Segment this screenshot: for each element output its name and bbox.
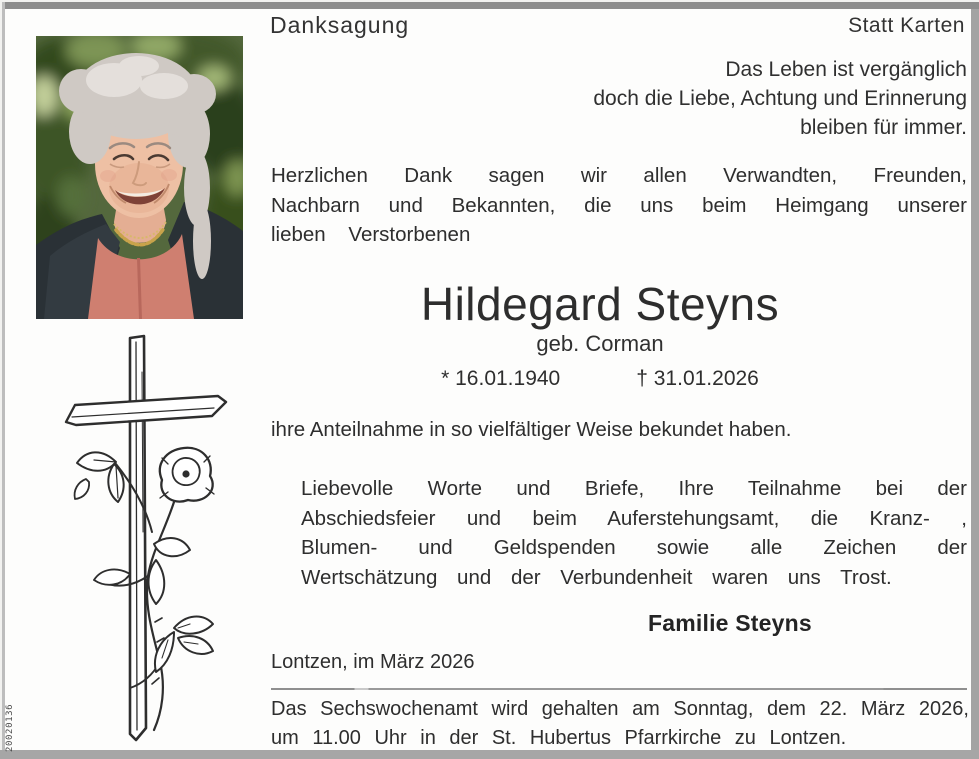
portrait-photo: [36, 36, 243, 319]
scan-border-right: [971, 9, 979, 751]
portrait-photo-art: [36, 36, 243, 319]
cross-with-roses-icon: [56, 332, 234, 747]
deceased-name: Hildegard Steyns: [420, 278, 780, 330]
continuation-line: ihre Anteilnahme in so vielfältiger Weise bekundet haben.: [271, 418, 792, 441]
death-date: † 31.01.2026: [636, 367, 759, 390]
life-dates: [240, 367, 960, 391]
cross-with-roses-art: [56, 332, 234, 747]
place-dateline: Lontzen, im März 2026: [271, 651, 475, 673]
epigraph-verse: [470, 55, 967, 142]
epigraph-line: Das Leben ist vergänglich: [725, 58, 967, 81]
scan-border-top: [4, 2, 979, 9]
intro-paragraph: Herzlichen Dank sagen wir allen Verwandten, Freunden, Nachbarn und Bekannten, die uns beim Heimgang unserer lieben Verstorbenen: [271, 164, 967, 246]
family-signature: Familie Steyns: [648, 610, 812, 636]
epigraph-line: doch die Liebe, Achtung und Erinnerung: [593, 87, 967, 110]
notice-type-heading: Danksagung: [270, 12, 410, 38]
epigraph-line: bleiben für immer.: [800, 116, 967, 139]
statt-karten-note: Statt Karten: [848, 14, 965, 37]
birth-date: * 16.01.1940: [441, 367, 561, 390]
deceased-name-block: [240, 279, 960, 391]
separator-line: [271, 688, 967, 690]
service-announcement-line: um 11.00 Uhr in der St. Hubertus Pfarrkirche zu Lontzen.: [271, 726, 847, 749]
service-announcement: [271, 695, 971, 752]
thanks-paragraph: Liebevolle Worte und Briefe, Ihre Teilnahme bei der Abschiedsfeier und beim Auferstehungsamt, die Kranz- , Blumen- und Geldspenden sowie alle Zeichen der Wertschätzung und der Verbundenheit waren uns Trost.: [301, 477, 967, 589]
maiden-name: geb. Corman: [536, 331, 664, 356]
service-announcement-line: Das Sechswochenamt wird gehalten am Sonntag, dem 22. März 2026,: [271, 698, 969, 720]
margin-reference-code: 20020136: [5, 703, 15, 752]
